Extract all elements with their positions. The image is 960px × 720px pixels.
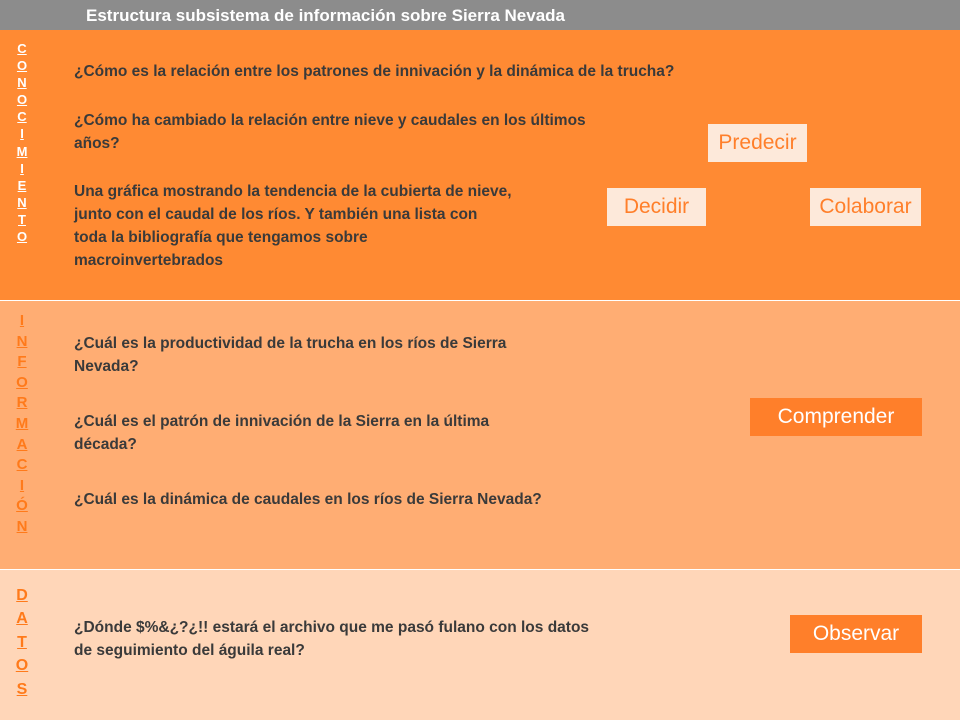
label-letter: E xyxy=(17,177,27,193)
decidir-button[interactable]: Decidir xyxy=(607,188,706,226)
label-letter: I xyxy=(19,312,25,329)
label-letter: S xyxy=(16,680,28,698)
label-letter: N xyxy=(16,517,28,535)
informacion-vertical-label xyxy=(10,311,34,538)
title-bar xyxy=(0,0,960,30)
label-letter: O xyxy=(16,373,28,391)
colaborar-button[interactable]: Colaborar xyxy=(810,188,921,226)
informacion-question-1: ¿Cuál es la productividad de la trucha en los ríos de Sierra Nevada? xyxy=(74,335,507,375)
datos-question-1: ¿Dónde $%&¿?¿!! estará el archivo que me pasó fulano con los datos de seguimiento del águila real? xyxy=(74,619,590,659)
conocimiento-question-3: Una gráfica mostrando la tendencia de la cubierta de nieve, junto con el caudal de los ríos. Y también una lista con toda la bibliografía que tengamos sobre macroinvertebrados xyxy=(74,183,512,269)
label-letter: O xyxy=(16,58,28,74)
label-letter: R xyxy=(16,394,28,412)
label-letter: I xyxy=(19,476,25,494)
label-letter: F xyxy=(17,353,27,371)
label-letter: N xyxy=(17,194,27,210)
conocimiento-vertical-label xyxy=(10,40,34,245)
label-letter: M xyxy=(15,414,29,432)
informacion-question-2: ¿Cuál es el patrón de innivación de la Sierra en la última década? xyxy=(74,413,490,453)
label-letter: D xyxy=(16,587,28,604)
page-title: Estructura subsistema de información sobre Sierra Nevada xyxy=(86,6,566,25)
observar-button[interactable]: Observar xyxy=(790,615,922,653)
label-letter: T xyxy=(17,633,27,651)
label-letter: N xyxy=(17,75,27,91)
label-letter: Ó xyxy=(16,497,28,515)
label-letter: C xyxy=(17,109,27,125)
comprender-button[interactable]: Comprender xyxy=(750,398,922,436)
label-letter: N xyxy=(16,332,28,350)
conocimiento-question-1: ¿Cómo es la relación entre los patrones de innivación y la dinámica de la trucha? xyxy=(74,63,675,80)
conocimiento-question-2: ¿Cómo ha cambiado la relación entre nieve y caudales en los últimos años? xyxy=(74,112,586,152)
predecir-button[interactable]: Predecir xyxy=(708,124,807,162)
label-letter: O xyxy=(16,92,28,108)
informacion-question-3: ¿Cuál es la dinámica de caudales en los ríos de Sierra Nevada? xyxy=(74,491,542,508)
label-letter: T xyxy=(18,211,26,227)
label-letter: A xyxy=(16,435,28,453)
label-letter: C xyxy=(17,41,27,56)
datos-vertical-label xyxy=(10,584,34,701)
label-letter: O xyxy=(15,657,29,675)
label-letter: I xyxy=(20,126,24,142)
label-letter: M xyxy=(16,143,28,159)
label-letter: A xyxy=(16,610,28,628)
label-letter: C xyxy=(16,456,28,474)
label-letter: I xyxy=(20,160,24,176)
label-letter: O xyxy=(16,229,28,245)
